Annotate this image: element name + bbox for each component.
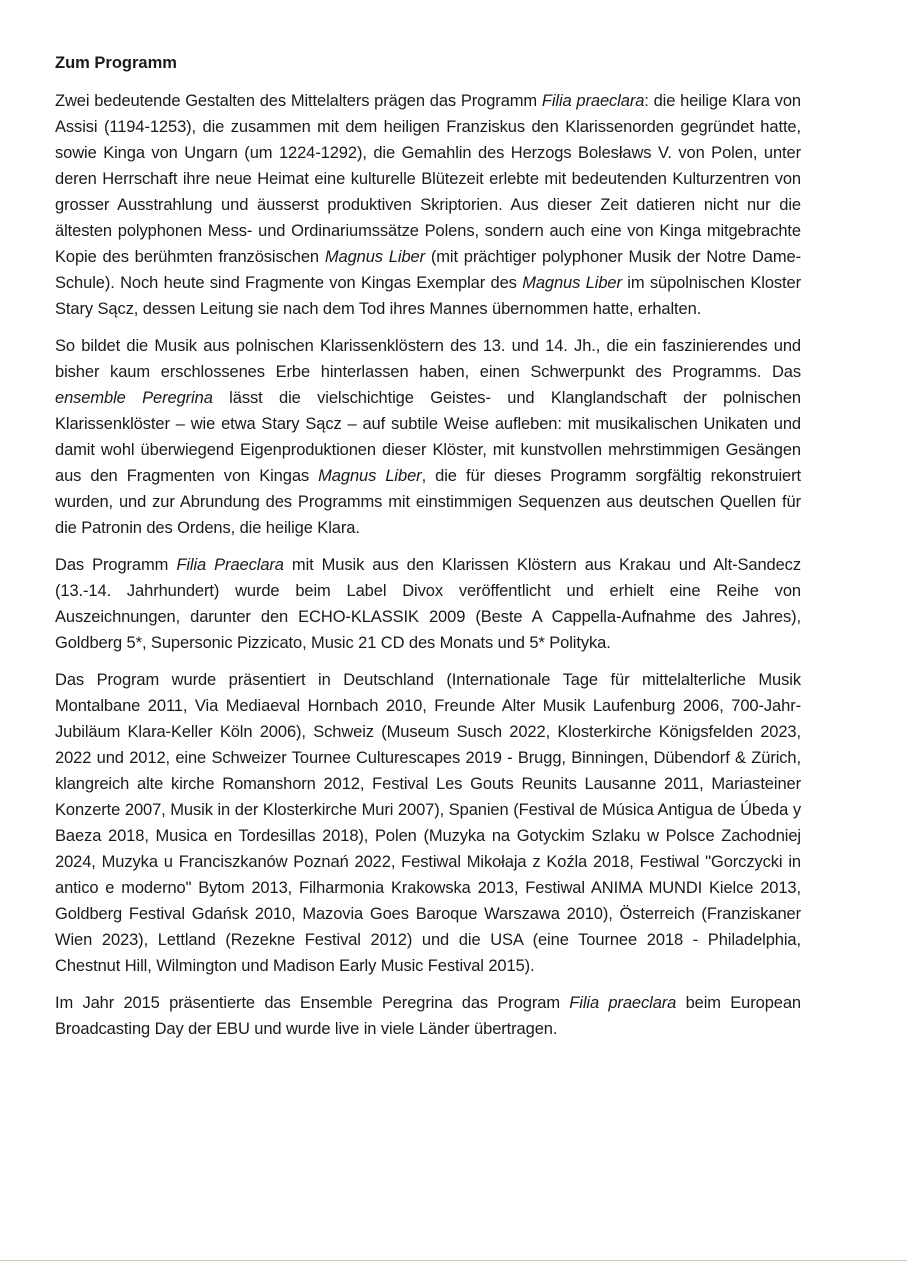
paragraph-text: mit Musik aus den Klarissen Klöstern aus Krakau und Alt-Sandecz (13.-14. Jahrhundert) wurde beim Label Divox veröffentlicht und erhielt eine Reihe von Auszeichnungen, darunter den ECHO-KLASSIK 2009 (Beste A Cappella-Aufnahme des Jahres), Goldberg 5*, Supersonic Pizzicato, Music 21 CD des Monats und 5* Polityka. xyxy=(55,556,801,652)
paragraph-2 xyxy=(55,333,801,541)
paragraph-3 xyxy=(55,552,801,656)
paragraph-text: , die für dieses Programm sorgfältig rekonstruiert wurden, und zur Abrundung des Programms mit einstimmigen Sequenzen aus deutschen Quellen für die Patronin des Ordens, die heilige Klara. xyxy=(55,467,801,537)
italic-title: Filia praeclara xyxy=(541,92,645,110)
document-page xyxy=(55,52,801,1053)
italic-title: ensemble Peregrina xyxy=(55,389,213,407)
paragraph-1 xyxy=(55,88,801,322)
italic-title: Filia Praeclara xyxy=(176,556,284,574)
paragraph-text: lässt die vielschichtige Geistes- und Klanglandschaft der polnischen Klarissenklöster – wie etwa Stary Sącz – auf subtile Weise aufleben: mit musikalischen Unikaten und damit wohl überwiegend Eigenproduktionen dieser Klöster, mit kunstvollen mehrstimmigen Gesängen aus den Fragmenten von Kingas xyxy=(55,389,801,485)
paragraph-4 xyxy=(55,667,801,979)
paragraph-text: Das Program wurde präsentiert in Deutschland (Internationale Tage für mittelalterliche Musik Montalbane 2011, Via Mediaeval Hornbach 2010, Freunde Alter Musik Laufenburg 2006, 700-Jahr-Jubiläum Klara-Keller Köln 2006), Schweiz (Museum Susch 2022, Klosterkirche Königsfelden 2023, 2022 und 2012, eine Schweizer Tournee Culturescapes 2019 - Brugg, Binningen, Dübendorf & Zürich, klangreich alte kirche Romanshorn 2012, Festival Les Gouts Reunits Lausanne 2011, Mariasteiner Konzerte 2007, Musik in der Klosterkirche Muri 2007), Spanien (Festival de Música Antigua de Úbeda y Baeza 2018, Musica en Tordesillas 2018), Polen (Muzyka na Gotyckim Szlaku w Polsce Zachodniej 2024, Muzyka u Franciszkanów Poznań 2022, Festiwal Mikołaja z Koźla 2018, Festiwal "Gorczycki in antico e moderno" Bytom 2013, Filharmonia Krakowska 2013, Festiwal ANIMA MUNDI Kielce 2013, Goldberg Festival Gdańsk 2010, Mazovia Goes Baroque Warszawa 2010), Österreich (Franziskaner Wien 2023), Lettland (Rezekne Festival 2012) und die USA (eine Tournee 2018 - Philadelphia, Chestnut Hill, Wilmington und Madison Early Music Festival 2015). xyxy=(55,671,801,975)
document-body xyxy=(55,88,801,1042)
paragraph-text: im süpolnischen Kloster Stary Sącz, dessen Leitung sie nach dem Tod ihres Mannes übernommen hatte, erhalten. xyxy=(55,274,802,318)
paragraph-text: (mit prächtiger polyphoner Musik der Notre Dame-Schule). Noch heute sind Fragmente von Kingas Exemplar des xyxy=(55,248,801,292)
paragraph-text: Zwei bedeutende Gestalten des Mittelalters prägen das Programm xyxy=(55,92,542,110)
page-bottom-rule xyxy=(0,1260,907,1261)
paragraph-text: : die heilige Klara von Assisi (1194-1253), die zusammen mit dem heiligen Franziskus den Klarissenorden gegründet hatte, sowie Kinga von Ungarn (um 1224-1292), die Gemahlin des Herzogs Bolesławs V. von Polen, unter deren Herrschaft ihre neue Heimat eine kulturelle Blütezeit erlebte mit bedeutenden Kulturzentren von grosser Ausstrahlung und äusserst produktiven Skriptorien. Aus dieser Zeit datieren nicht nur die ältesten polyphonen Mess- und Ordinariumssätze Polens, sondern auch eine von Kinga mitgebrachte Kopie des berühmten französischen xyxy=(55,92,802,266)
italic-title: Magnus Liber xyxy=(522,274,622,292)
paragraph-text: So bildet die Musik aus polnischen Klarissenklöstern des 13. und 14. Jh., die ein faszinierendes und bisher kaum erschlossenes Erbe hinterlassen haben, einen Schwerpunkt des Programms. Das xyxy=(55,337,801,381)
italic-title: Magnus Liber xyxy=(324,248,425,266)
italic-title: Filia praeclara xyxy=(569,994,677,1012)
paragraph-text: beim European Broadcasting Day der EBU und wurde live in viele Länder übertragen. xyxy=(55,994,801,1038)
paragraph-text: Im Jahr 2015 präsentierte das Ensemble Peregrina das Program xyxy=(55,994,570,1012)
italic-title: Magnus Liber xyxy=(318,467,422,485)
section-heading: Zum Programm xyxy=(55,54,177,72)
paragraph-5 xyxy=(55,990,801,1042)
paragraph-text: Das Programm xyxy=(55,556,177,574)
